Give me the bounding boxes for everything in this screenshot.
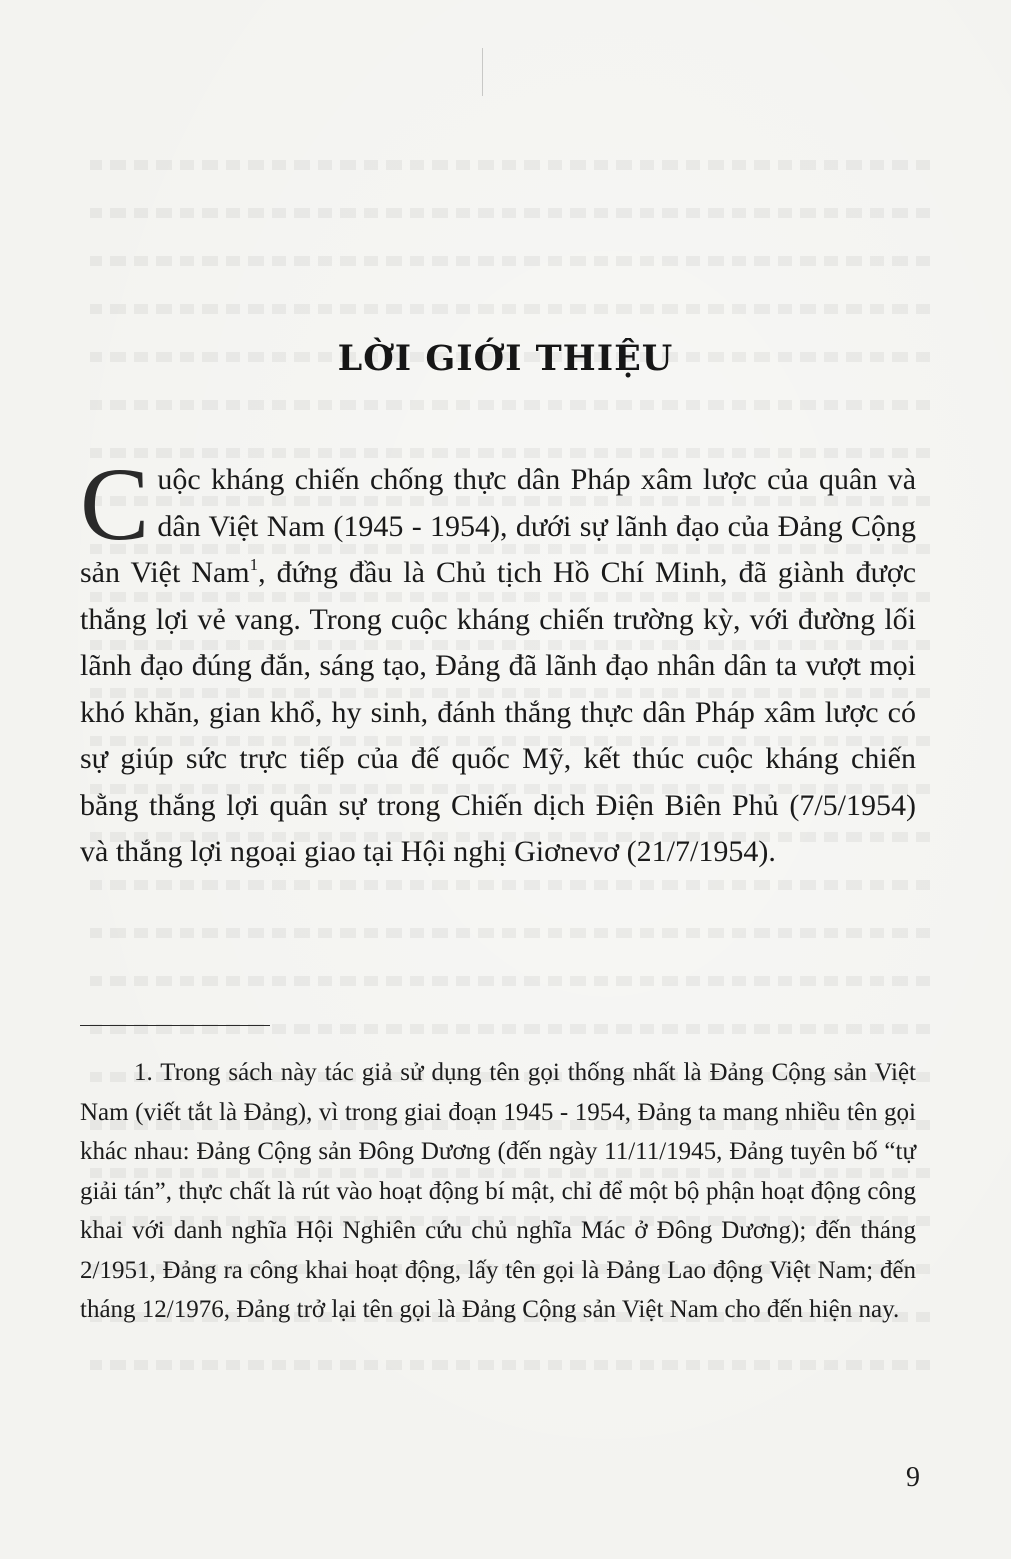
body-line-1: uộc kháng chiến chống thực dân Pháp xâm lược: [157, 463, 757, 496]
body-line-4: Chủ tịch Hồ Chí Minh, đã giành được thắng lợi vẻ vang.: [80, 556, 917, 636]
introduction-paragraph: [80, 447, 917, 876]
footnote-divider: [80, 1025, 270, 1026]
body-line-3: lãnh đạo của Đảng Cộng sản Việt Nam: [80, 509, 916, 589]
footnote-reference[interactable]: 1: [249, 555, 259, 574]
page-crease: [482, 48, 483, 96]
body-line-2: của quân và dân Việt Nam (1945 - 1954), dưới sự: [157, 463, 917, 543]
footnote-text: Trong sách này tác giả sử dụng tên gọi thống nhất là Đảng Cộng sản Việt Nam (viết tắt là Đảng), vì trong giai đoạn 1945 - 1954, Đảng ta mang nhiều tên gọi khác nhau: Đảng Cộng sản Đông Dương (đến ngày 11/11/1945, Đảng tuyên bố “tự giải tán”, thực chất là rút vào hoạt động bí mật, chỉ để một bộ phận hoạt động công khai với danh nghĩa Hội Nghiên cứu chủ nghĩa Mác ở Đông Dương); đến tháng 2/1951, Đảng ra công khai hoạt động, lấy tên gọi là Đảng Lao động Việt Nam; đến tháng 12/1976, Đảng trở lại tên gọi là Đảng Cộng sản Việt Nam cho đến hiện nay.: [80, 1059, 916, 1323]
page-title: LỜI GIỚI THIỆU: [337, 338, 674, 379]
footnote: [80, 1053, 916, 1330]
body-remaining-text: Trong cuộc kháng chiến trường kỳ, với đường lối lãnh đạo đúng đắn, sáng tạo, Đảng đã lãnh đạo nhân dân ta vượt mọi khó khăn, gian khổ, hy sinh, đánh thắng thực dân Pháp xâm lược có sự giúp sức trực tiếp của đế quốc Mỹ, kết thúc cuộc kháng chiến bằng thắng lợi quân sự trong Chiến dịch Điện Biên Phủ (7/5/1954) và thắng lợi ngoại giao tại Hội nghị Giơnevơ (21/7/1954).: [80, 602, 916, 868]
drop-cap: C: [80, 447, 150, 562]
body-line-3-end: , đứng đầu là: [258, 556, 425, 589]
page-number: 9: [906, 1462, 920, 1493]
footnote-number: 1.: [134, 1059, 153, 1086]
